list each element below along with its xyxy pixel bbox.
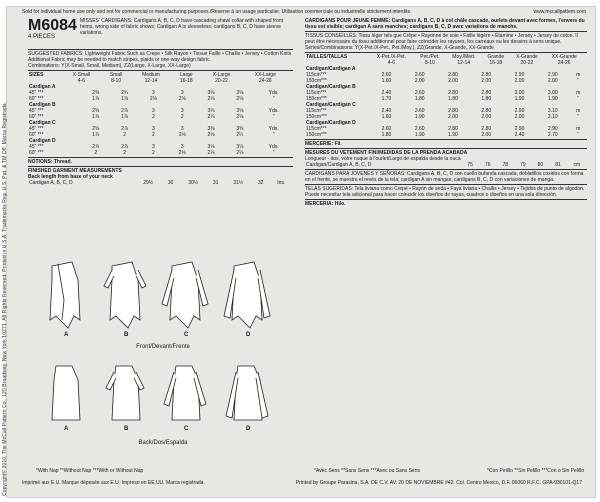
yardage-cell: 2⅛ — [178, 150, 186, 156]
english-column — [28, 18, 293, 186]
yardage-cell: 2⅛ — [236, 114, 244, 120]
yardage-cell: 1.80 — [381, 132, 392, 138]
yardage-cell: 2.80 — [448, 126, 458, 132]
top-notice-right: www.mccallpattern.com — [533, 9, 586, 15]
measurement-cell: 79 — [520, 162, 526, 168]
side-copyright: Copyright© 2010, The McCall Pattern Co., 120 Broadway, New York 10271. All Rights Reserved. Printed in U.S.A. Trademarks Reg. U.S. Pat. & TM Off. Marca Registrada — [2, 103, 8, 496]
mesures-row-label: Cardigan/Cardigan A, B, C, D — [306, 162, 372, 168]
yardage-cell: 2⅞ — [121, 108, 129, 114]
yardage-cell: Yds. — [268, 108, 279, 114]
top-notice — [22, 8, 586, 16]
size-header: X-Grande — [516, 54, 538, 60]
top-notice-left: Sold for individual home use only and not for commercial or manufacturing purposes./Reserve à un usage particulier. Utilisation commerciale ou industrielle strictement interdite. — [22, 9, 412, 15]
back-label-a: A — [64, 426, 69, 432]
yardage-cell: 3⅛ — [207, 90, 215, 96]
yardage-cell: 2.40 — [514, 132, 525, 138]
series: Séries/Combinaisons: Y(X-Pet./X-Pet., Pet./Moy.), ZZ(Grande, X-Grande, XX-Grande — [305, 45, 494, 51]
yardage-cell: 2.90 — [547, 72, 558, 78]
yardage-cell: 3 — [180, 90, 184, 96]
nap-note-en: *With Nap **Without Nap ***With or Without Nap — [36, 468, 144, 474]
front-figure-b — [104, 262, 146, 328]
yardage-cell: 2.00 — [448, 78, 458, 84]
yardage-cell: 2 — [152, 132, 155, 138]
yardage-cell: 3⅛ — [207, 108, 215, 114]
yardage-cell: 2.60 — [414, 126, 425, 132]
yardage-cell: " — [272, 96, 275, 102]
metric-table-header — [305, 54, 587, 66]
fabric-width: 150cm*** — [306, 132, 327, 138]
yardage-cell: 1⅞ — [121, 96, 129, 102]
finished-measurements — [28, 180, 293, 186]
front-label-a: A — [64, 332, 69, 338]
yardage-cell: 2⅛ — [236, 150, 244, 156]
front-label-b: B — [124, 332, 129, 338]
yardage-cell: 2 — [94, 150, 98, 156]
metric-rows — [305, 66, 587, 138]
size-header: X-Pet./X-Pet. — [376, 54, 406, 60]
yardage-cell: 2.00 — [481, 114, 492, 120]
size-header: XX-Large — [254, 72, 276, 78]
yardage-cell: " — [577, 78, 580, 84]
yardage-cell: 1.90 — [448, 132, 458, 138]
mesures-title: MESURES DU VETEMENT FINI/MEDIDAS DE LA PRENDA ACABADA — [305, 150, 468, 156]
garment-name: Cardigan/Cardigan A — [306, 66, 356, 72]
yardage-cell: 3 — [180, 144, 184, 150]
yardage-cell: 2.80 — [448, 90, 458, 96]
metric-finished — [305, 162, 587, 168]
yardage-cell: 2¼ — [236, 132, 244, 138]
size-number: 12-14 — [457, 60, 471, 66]
yardage-cell: 2⅛ — [207, 114, 215, 120]
back-label-b: B — [124, 426, 129, 432]
yardage-cell: 2.80 — [481, 90, 492, 96]
yardage-cell: 2 — [152, 150, 155, 156]
yardage-cell: 3 — [152, 126, 155, 132]
size-header: Grande — [487, 54, 505, 60]
yardage-cell: m — [576, 72, 581, 78]
back-caption: Back/Dos/Espalda — [138, 440, 188, 446]
yardage-cell: 2⅝ — [92, 108, 100, 114]
size-number: 8-10 — [424, 60, 435, 66]
yardage-cell: 2¾ — [121, 90, 129, 96]
technical-drawings — [28, 250, 293, 465]
yardage-cell: 1.80 — [414, 96, 425, 102]
combinations: Combinations: Y(X-Small, Small, Medium), ZZ(Large, X-Large, XX-Large) — [28, 63, 191, 69]
yardage-cell: " — [577, 96, 580, 102]
size-number: 8-10 — [111, 78, 122, 84]
yardage-cell: " — [577, 132, 580, 138]
yardage-cell: 2.00 — [514, 114, 525, 120]
size-header: Medium — [142, 72, 160, 78]
yardage-row — [305, 132, 587, 138]
yardage-cell: 1.90 — [547, 96, 558, 102]
bottom-imprint — [22, 480, 582, 486]
yardage-cell: m — [576, 90, 581, 96]
yardage-cell: 2⅛ — [207, 132, 215, 138]
yardage-cell: " — [272, 114, 275, 120]
yardage-cell: Yds. — [268, 90, 279, 96]
fabric-width: 45" *** — [29, 90, 44, 96]
garment-name: Cardigan D — [29, 138, 56, 144]
yardage-cell: 3⅜ — [207, 126, 215, 132]
tailles-label: TAILLES/TALLAS — [306, 54, 348, 60]
front-figure-a — [50, 262, 80, 328]
fabric-width: 150cm*** — [306, 96, 327, 102]
merceria: MERCERIA: Hilo. — [305, 201, 346, 207]
yardage-cell: 2⅛ — [149, 96, 157, 102]
size-header: Pet./Pet. — [420, 54, 440, 60]
yardage-cell: 3.10 — [547, 108, 558, 114]
french-spanish-column — [305, 18, 587, 207]
yardage-cell: 2.90 — [514, 126, 525, 132]
yardage-cell: 3⅛ — [207, 144, 215, 150]
measurement-cell: 29½ — [143, 180, 154, 186]
finished-subtitle: Back length from base of your neck — [28, 174, 113, 180]
line-drawings — [28, 250, 293, 480]
yardage-cell: 2 — [152, 114, 155, 120]
size-header: Small — [109, 72, 123, 78]
size-header: Moy./Med. — [452, 54, 476, 60]
pieces-count: 4 PIECES — [28, 34, 56, 40]
yardage-cell: 1.90 — [414, 114, 425, 120]
back-figure-d — [226, 366, 268, 420]
size-number: 24-26 — [258, 78, 272, 84]
yardage-cell: 2.00 — [481, 132, 492, 138]
yardage-cell: 1⅞ — [92, 132, 100, 138]
front-figure-c — [162, 262, 208, 328]
back-figure-a — [52, 366, 80, 420]
pattern-number: M6084 — [28, 17, 77, 34]
yardage-cell: 2.40 — [381, 90, 392, 96]
header-block — [28, 18, 293, 48]
yardage-cell: 1⅞ — [121, 114, 129, 120]
yardage-cell: 2.00 — [547, 78, 558, 84]
front-caption: Front/Devant/Frente — [136, 344, 190, 350]
size-number: 16-18 — [179, 78, 193, 84]
fabric-width: 115cm*** — [306, 72, 327, 78]
yardage-cell: 2.90 — [514, 72, 525, 78]
yardage-cell: 2.80 — [481, 108, 492, 114]
fabric-width: 60" *** — [29, 114, 44, 120]
nap-note-fr: *Avec Sens **Sans Sens ***Avec ou Sans Sens — [314, 468, 420, 474]
back-label-c: C — [184, 426, 189, 432]
front-figure-d — [224, 262, 270, 328]
imprint-left: Imprimé aux É.U. Marque déposée aux É.U. Impreso en EE.UU. Marca registrada. — [22, 480, 205, 486]
yardage-cell: m — [576, 108, 581, 114]
size-number: 20-22 — [215, 78, 228, 84]
finished-title: FINISHED GARMENT MEASUREMENTS — [28, 168, 122, 174]
measurement-cell: 31½ — [233, 180, 244, 186]
fabric-width: 115cm*** — [306, 90, 327, 96]
size-header: X-Small — [72, 72, 91, 78]
telas: TELAS SUGERIDAS: Tela liviana como Crepé • Rayón de seda • Faya liviana • Challis • Jersey • Tejidos de punto de algodón. Puede necesitar tela adicional para hacer coincidir los diseños de rayas, cuadros o diseños en una sola dirección. — [305, 186, 585, 198]
garment-name: Cardigan A — [29, 84, 56, 90]
french-title: CARDIGANS POUR JEUNE FEMME: Cardigans A, B, C, D à col châle cascade, ourlets devant avec formes, l'envers du tissu est visible; cardigan A sans manches; cardigans B, C, D avec variations de manche. — [305, 18, 585, 30]
measurement-cell: 75 — [467, 162, 473, 168]
yardage-cell: " — [272, 132, 275, 138]
yardage-cell: 2.60 — [381, 72, 392, 78]
yardage-cell: 2.60 — [414, 72, 425, 78]
yardage-cell: 2⅞ — [121, 144, 129, 150]
yardage-cell: 1⅞ — [92, 96, 100, 102]
yardage-cell: 3⅜ — [236, 126, 244, 132]
yardage-cell: 2 — [180, 114, 184, 120]
yardage-cell: 2.60 — [381, 126, 392, 132]
yardage-cell: m — [576, 126, 581, 132]
measurement-cell: 30 — [167, 180, 174, 186]
yardage-cell: 3 — [152, 90, 155, 96]
back-figure-b — [106, 366, 144, 420]
yardage-cell: 1.60 — [381, 114, 392, 120]
yardage-row — [28, 150, 293, 156]
mercerie: MERCERIE: Fil. — [305, 141, 342, 147]
nap-note-es: *Con Pelillo **Sin Pelillo ***Con o Sin Pelillo — [487, 468, 584, 474]
tissus: TISSUS CONSEILLÉS: Tissu léger tels que Crêpe • Rayonne de soie • Faille légère • Étamine • Jersey • Jersey de coton. Il peut être nécessaire du tissu additionnel pour faire coïncider les rayures, les carreaux ou les dessins à sens unique. — [305, 33, 578, 45]
yardage-cell: 3 — [180, 126, 184, 132]
yardage-cell: 2.10 — [547, 114, 558, 120]
yardage-cell: 2.00 — [481, 78, 492, 84]
yardage-cell: 1.90 — [414, 132, 425, 138]
yardage-cell: 2⅛ — [236, 96, 244, 102]
yardage-cell: 3 — [152, 144, 155, 150]
yardage-cell: Yds. — [268, 144, 279, 150]
yardage-cell: 2⅛ — [178, 132, 186, 138]
size-header: XX-Grande — [551, 54, 577, 60]
fabric-width: 45" *** — [29, 144, 44, 150]
yardage-cell: 2.80 — [481, 72, 492, 78]
yardage-cell: 2.60 — [414, 108, 425, 114]
fabric-width: 115cm*** — [306, 108, 327, 114]
yardage-cell: 2.00 — [448, 114, 458, 120]
fabric-width: 150cm*** — [306, 78, 327, 84]
yardage-cell: 2.40 — [381, 108, 392, 114]
fabric-width: 60" *** — [29, 132, 44, 138]
imprint-right: Printed by Groupe Parasina, S.A. DE C.V. AV. 20 DE NOVIEMBRE #42. Col. Centro Mexico, D.F. 06060 R.F.C. GPA-930101-Q17 — [295, 480, 582, 486]
fabric-width: 60" *** — [29, 96, 44, 102]
yardage-cell: 2.80 — [448, 108, 458, 114]
fabric-width: 150cm*** — [306, 114, 327, 120]
measurement-cell: 80 — [537, 162, 544, 168]
yardage-cell: 3⅛ — [236, 144, 244, 150]
yardage-rows — [28, 84, 293, 156]
fabric-width: 45" *** — [29, 126, 44, 132]
garment-name: Cardigan/Cardigan D — [306, 120, 356, 126]
fabric-width: 45" *** — [29, 108, 44, 114]
front-label-c: C — [184, 332, 189, 338]
finished-row-label: Cardigan A, B, C, D — [29, 180, 73, 186]
size-number: 24-26 — [557, 60, 571, 66]
yardage-cell: 2.90 — [547, 126, 558, 132]
yardage-table — [28, 72, 293, 84]
description: MISSES' CARDIGANS: Cardigans A, B, C, D have cascading shawl collar with shaped front hems, wrong side of fabric shows; Cardigan A is sleeveless; cardigans B, C, D have sleeve variations. — [80, 18, 283, 36]
yardage-cell: 2⅛ — [207, 96, 215, 102]
size-header: X-Large — [212, 72, 231, 78]
yardage-cell: 2.90 — [514, 108, 525, 114]
size-header: Large — [179, 72, 193, 78]
yardage-cell: 3⅛ — [236, 108, 244, 114]
yardage-cell: 3⅛ — [236, 90, 244, 96]
measurement-cell: 81 — [555, 162, 561, 168]
yardage-cell: 2⅛ — [178, 96, 186, 102]
mesures-subtitle: Longueur - dos, votre nuque à l'ourlet/Largo de espalda desde la nuca — [305, 156, 461, 162]
yardage-cell: 3 — [180, 108, 184, 114]
yardage-cell: 1.70 — [381, 96, 392, 102]
yardage-cell: 1.80 — [481, 96, 492, 102]
size-number: 16-18 — [489, 60, 503, 66]
yardage-cell: 3.00 — [514, 90, 525, 96]
yardage-cell: 1⅞ — [92, 114, 100, 120]
nap-notes-fr-es — [314, 468, 584, 474]
back-figure-c — [164, 366, 206, 420]
measurement-unit: cm — [573, 162, 581, 168]
fabric-width: 115cm*** — [306, 126, 327, 132]
size-number: 12-14 — [144, 78, 158, 84]
yardage-cell: 2.80 — [448, 72, 458, 78]
yardage-cell: 2⅞ — [92, 144, 100, 150]
yardage-cell: 3 — [152, 108, 155, 114]
yardage-cell: " — [577, 114, 580, 120]
measurement-cell: 76 — [484, 162, 491, 168]
yardage-cell: 2 — [123, 150, 126, 156]
measurement-cell: 31 — [212, 180, 219, 186]
yardage-cell: 2⅞ — [121, 126, 129, 132]
yardage-cell: 2 — [123, 132, 126, 138]
yardage-cell: 2⅜ — [92, 90, 100, 96]
yardage-cell: 1.60 — [381, 78, 392, 84]
yardage-cell: 2⅛ — [207, 150, 215, 156]
yardage-cell: 2.00 — [414, 78, 425, 84]
front-label-d: D — [246, 332, 251, 338]
notions: NOTIONS: Thread. — [28, 159, 72, 165]
yardage-cell: 2⅝ — [92, 126, 100, 132]
suggested-fabrics: SUGGESTED FABRICS: Lightweight Fabric Such as Crepe • Silk Rayon • Tissue Faille • Challis • Jersey • Cotton Knits. Additional Fabric may be needed to match stripes, plaids or one-way design fabric. — [28, 51, 293, 63]
yardage-cell: 3.00 — [547, 90, 558, 96]
yardage-cell: 2.70 — [547, 132, 558, 138]
yardage-cell: 1.90 — [514, 96, 525, 102]
size-number: 4-6 — [77, 78, 86, 84]
garment-name: Cardigan/Cardigan B — [306, 84, 356, 90]
yardage-cell: Yds. — [268, 126, 279, 132]
garment-name: Cardigan/Cardigan C — [306, 102, 356, 108]
garment-name: Cardigan B — [29, 102, 56, 108]
yardage-cell: 2.00 — [514, 78, 525, 84]
yardage-cell: " — [272, 150, 275, 156]
yardage-cell: 2.80 — [481, 126, 492, 132]
yardage-cell: 1.80 — [448, 96, 458, 102]
measurement-cell: 32 — [257, 180, 264, 186]
size-number: 20-22 — [520, 60, 534, 66]
measurement-cell: 30½ — [188, 180, 199, 186]
back-label-d: D — [246, 426, 251, 432]
sizes-label: SIZES — [29, 72, 44, 78]
measurement-unit: Ins. — [277, 180, 286, 186]
measurement-cell: 78 — [502, 162, 509, 168]
spanish-description: CARDIGANS PARA JOVENES Y SEÑORAS: Cardigans A, B, C, D con cuello bufanda cascada, doblatillos cosidos con forma en el frente, se muestra el revés de la tela; cardigan A sin mangas; cardigans B, C, D con variaciones de manga. — [305, 171, 584, 183]
yardage-cell: 2.60 — [414, 90, 425, 96]
garment-name: Cardigan C — [29, 120, 56, 126]
size-number: 4-6 — [387, 60, 395, 66]
fabric-width: 60" *** — [29, 150, 44, 156]
